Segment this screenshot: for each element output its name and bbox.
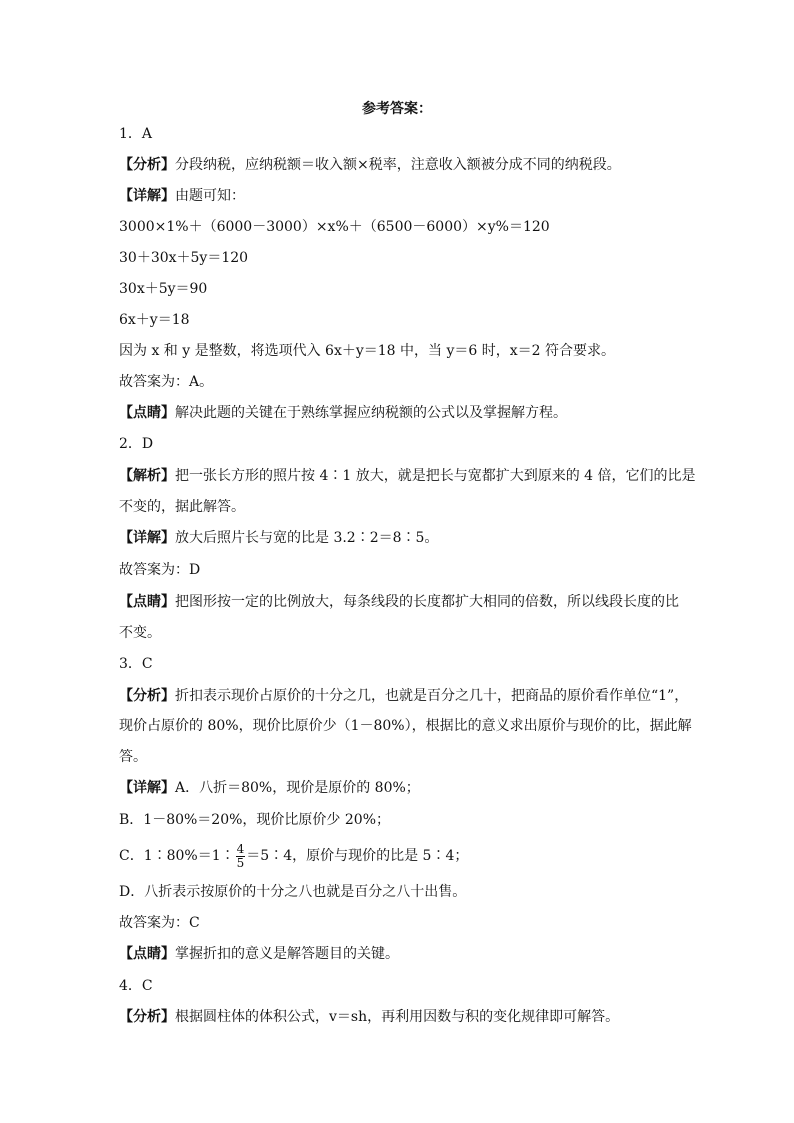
q3-comment: [119, 944, 679, 964]
q1-equation-2: 30＋30x＋5y＝120: [119, 250, 249, 266]
comment-text: 把图形按一定的比例放大，每条线段的长度都扩大相同的倍数，所以线段长度的比: [175, 594, 679, 610]
comment-tag: 【点睛】: [119, 405, 175, 421]
q3-detail-option-c: [119, 841, 679, 871]
q3-answer: 故答案为：C: [119, 915, 200, 931]
comment-tag: 【点睛】: [119, 946, 175, 962]
q2-detail: [119, 528, 679, 548]
q3-detail-option-d: D．八折表示按原价的十分之八也就是百分之八十出售。: [119, 884, 467, 900]
analysis-text: 折扣表示现价占原价的十分之几，也就是百分之几十，把商品的原价看作单位“1”，: [175, 688, 689, 704]
detail-text: 由题可知：: [175, 188, 245, 204]
option-c-before: C．1∶80%＝1∶: [119, 848, 235, 864]
analysis-tag: 【分析】: [119, 1009, 175, 1025]
q1-equation-1: 3000×1%＋（6000－3000）×x%＋（6500－6000）×y%＝120: [119, 219, 550, 235]
comment-text: 解决此题的关键在于熟练掌握应纳税额的公式以及掌握解方程。: [175, 405, 567, 421]
q1-reason: 因为 x 和 y 是整数，将选项代入 6x＋y＝18 中，当 y＝6 时，x＝2 符合要求。: [119, 343, 616, 359]
q2-analysis-cont: 不变的，据此解答。: [119, 499, 245, 515]
q2-comment-cont: 不变。: [119, 625, 161, 641]
analysis-tag: 【分析】: [119, 157, 175, 173]
q1-analysis: [119, 155, 679, 175]
q2-number: 2．D: [119, 436, 154, 452]
q3-number: 3．C: [119, 656, 153, 672]
option-c-after: ＝5∶4，原价与现价的比是 5∶4；: [246, 848, 469, 864]
q1-equation-4: 6x＋y＝18: [119, 312, 190, 328]
q4-number: 4．C: [119, 978, 153, 994]
detail-tag: 【详解】: [119, 780, 175, 796]
detail-option-a: A．八折＝80%，现价是原价的 80%；: [175, 780, 420, 796]
q1-comment: [119, 403, 679, 423]
q4-analysis: [119, 1007, 679, 1027]
q1-equation-3: 30x＋5y＝90: [119, 281, 208, 297]
analysis-tag: 【分析】: [119, 688, 175, 704]
detail-tag: 【详解】: [119, 530, 175, 546]
page-title: 参考答案：: [362, 101, 432, 117]
analysis-text: 把一张长方形的照片按 4∶1 放大，就是把长与宽都扩大到原来的 4 倍，它们的比是: [175, 468, 696, 484]
q1-number: 1．A: [119, 126, 153, 142]
detail-text: 放大后照片长与宽的比是 3.2∶2＝8∶5。: [175, 530, 439, 546]
fraction-numerator: 4: [236, 841, 245, 856]
q1-detail: [119, 186, 679, 206]
q3-analysis: [119, 686, 689, 706]
q3-detail: [119, 778, 679, 798]
fraction: [236, 843, 246, 870]
q1-answer: 故答案为：A。: [119, 374, 214, 390]
comment-text: 掌握折扣的意义是解答题目的关键。: [175, 946, 399, 962]
comment-tag: 【点睛】: [119, 594, 175, 610]
analysis-text: 根据圆柱体的体积公式，v＝sh，再利用因数与积的变化规律即可解答。: [175, 1009, 620, 1025]
analysis-text: 分段纳税，应纳税额＝收入额×税率，注意收入额被分成不同的纳税段。: [175, 157, 621, 173]
fraction-denominator: 5: [236, 855, 245, 870]
q3-analysis-cont-1: 现价占原价的 80%，现价比原价少（1－80%），根据比的意义求出原价与现价的比，据此解: [119, 718, 692, 734]
analysis-tag: 【解析】: [119, 468, 175, 484]
q2-analysis: [119, 466, 696, 486]
q2-answer: 故答案为：D: [119, 562, 201, 578]
detail-tag: 【详解】: [119, 188, 175, 204]
q2-comment: [119, 592, 679, 612]
q3-analysis-cont-2: 答。: [119, 749, 147, 765]
q3-detail-option-b: B．1－80%＝20%，现价比原价少 20%；: [119, 812, 390, 828]
